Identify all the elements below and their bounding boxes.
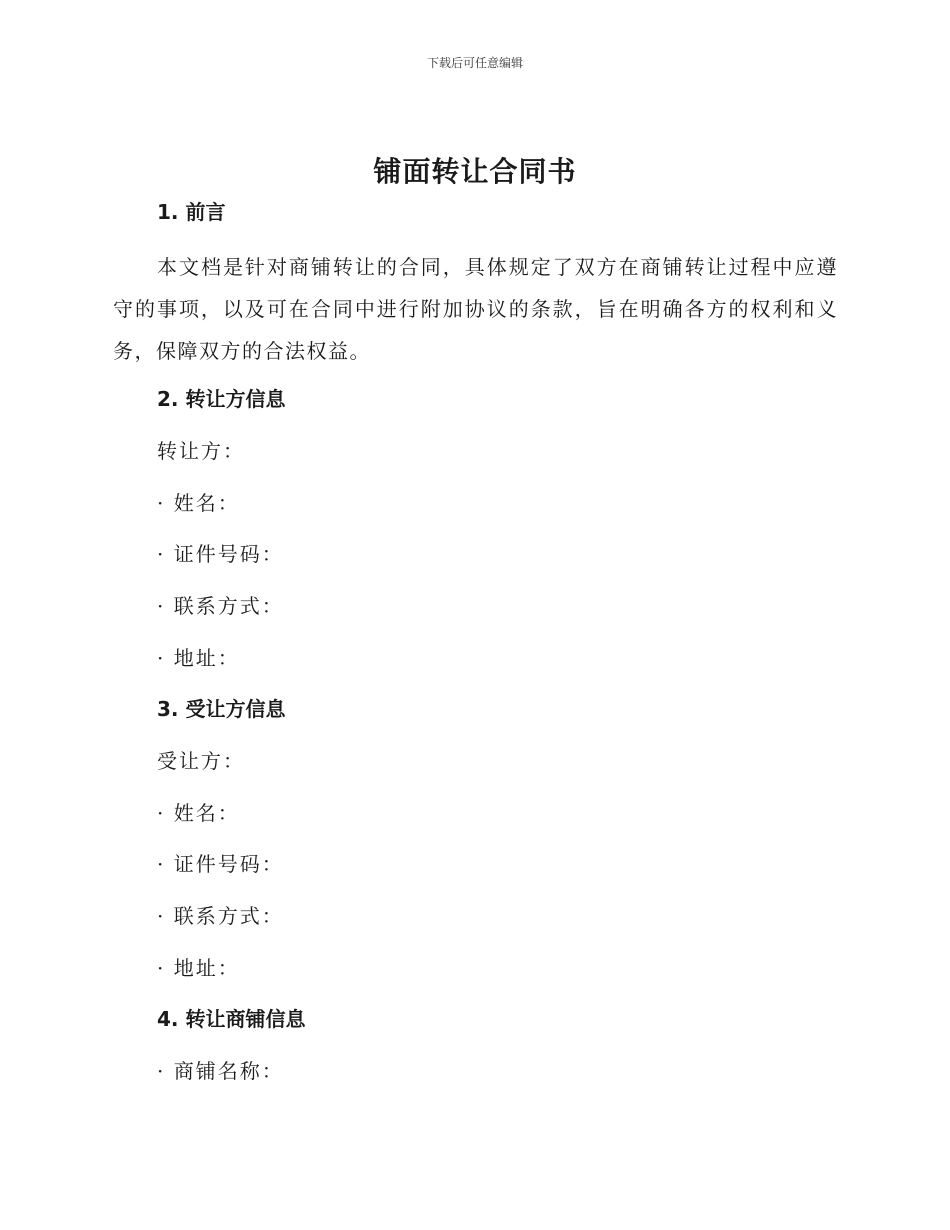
transferee-address-field: · 地址： [157,956,240,980]
transferee-name-field: · 姓名： [157,801,240,825]
section-3-heading: 3. 受让方信息 [157,697,286,721]
section-2-heading: 2. 转让方信息 [157,387,286,411]
transferee-id-number-field: · 证件号码： [157,852,284,876]
transferee-label: 受让方： [157,749,245,773]
section-1-paragraph: 本文档是针对商铺转让的合同，具体规定了双方在商铺转让过程中应遵守的事项，以及可在合同中进行附加协议的条款，旨在明确各方的权利和义务，保障双方的合法权益。 [113,255,838,363]
transferee-contact-field: · 联系方式： [157,904,284,928]
section-4-heading: 4. 转让商铺信息 [157,1007,306,1031]
document-title: 铺面转让合同书 [373,155,577,188]
transferor-contact-field: · 联系方式： [157,594,284,618]
transferor-id-number-field: · 证件号码： [157,542,284,566]
transferor-name-field: · 姓名： [157,491,240,515]
shop-name-field: · 商铺名称： [157,1059,284,1083]
transferor-address-field: · 地址： [157,646,240,670]
transferor-label: 转让方： [157,439,245,463]
header-note: 下载后可任意编辑 [426,56,523,70]
section-1-heading: 1. 前言 [157,200,226,224]
